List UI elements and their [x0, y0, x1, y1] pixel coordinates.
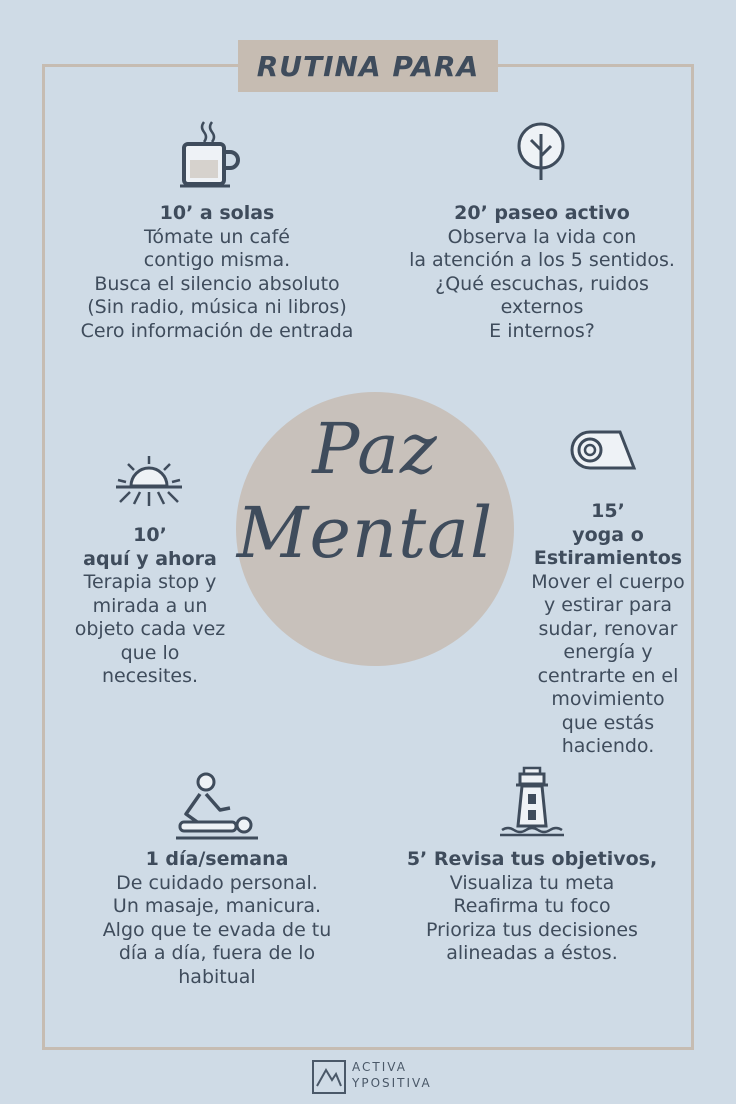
block-yoga	[508, 500, 708, 759]
block-line: Busca el silencio absoluto	[94, 272, 340, 295]
block-line: Tómate un café	[144, 225, 290, 248]
block-line: objeto cada vez	[74, 618, 226, 640]
block-line: sudar, renovar	[538, 617, 678, 640]
block-line: que estás	[561, 711, 655, 734]
center-title-line2: Mental	[236, 492, 494, 574]
block-line: movimiento	[551, 688, 665, 710]
block-heading: Estiramientos	[533, 547, 683, 569]
block-heading: 1 día/semana	[145, 848, 289, 870]
block-line: energía y	[563, 641, 653, 663]
block-line: ¿Qué escuchas, ruidos	[435, 272, 649, 295]
block-line: (Sin radio, música ni libros)	[87, 296, 347, 318]
block-heading: 10’	[133, 524, 167, 546]
page-title: RUTINA PARA	[238, 40, 498, 92]
tree-icon	[514, 120, 568, 182]
block-line: Un masaje, manicura.	[112, 895, 322, 917]
block-line: Mover el cuerpo	[531, 570, 685, 593]
brand-name-line2: YPOSITIVA	[352, 1076, 432, 1090]
block-line: externos	[500, 296, 584, 318]
block-heading: 20’ paseo activo	[454, 202, 630, 224]
coffee-cup-icon	[180, 118, 244, 190]
block-line: que lo	[120, 641, 180, 664]
block-line: contigo misma.	[143, 249, 291, 271]
block-line: Visualiza tu meta	[449, 871, 615, 894]
block-heading: 10’ a solas	[159, 202, 275, 224]
block-line: Cero información de entrada	[80, 319, 354, 342]
brand-name-line1: ACTIVA	[352, 1060, 407, 1074]
brand-logo	[312, 1058, 452, 1098]
block-line: Terapia stop y	[83, 571, 217, 593]
block-line: Observa la vida con	[447, 225, 637, 248]
brand-mark-icon	[312, 1060, 346, 1094]
block-line: la atención a los 5 sentidos.	[409, 249, 675, 271]
block-line: Algo que te evada de tu	[102, 918, 332, 941]
block-line: habitual	[178, 965, 256, 988]
block-line: Prioriza tus decisiones	[426, 918, 638, 941]
sunrise-icon	[114, 454, 184, 508]
block-line: E internos?	[489, 319, 595, 342]
block-heading: 15’	[591, 500, 625, 522]
block-line: día a día, fuera de lo	[118, 942, 316, 964]
block-line: y estirar para	[543, 594, 673, 616]
block-here-now	[50, 524, 250, 689]
block-heading: yoga o	[572, 523, 644, 546]
block-alone-time	[50, 202, 384, 343]
block-line: alineadas a éstos.	[446, 942, 618, 964]
center-title-line1: Paz	[312, 408, 438, 490]
block-line: necesites.	[101, 665, 199, 687]
block-line: centrarte en el	[537, 664, 679, 687]
lighthouse-icon	[500, 766, 564, 838]
block-heading: 5’ Revisa tus objetivos,	[406, 848, 658, 870]
block-self-care	[70, 848, 364, 989]
block-line: haciendo.	[561, 735, 655, 757]
block-line: De cuidado personal.	[116, 871, 318, 894]
block-heading: aquí y ahora	[83, 547, 217, 570]
yoga-mat-icon	[568, 428, 640, 474]
block-line: Reafirma tu foco	[453, 895, 611, 917]
block-goals	[384, 848, 680, 966]
massage-icon	[176, 772, 260, 842]
block-active-walk	[382, 202, 702, 343]
block-line: mirada a un	[92, 594, 208, 617]
